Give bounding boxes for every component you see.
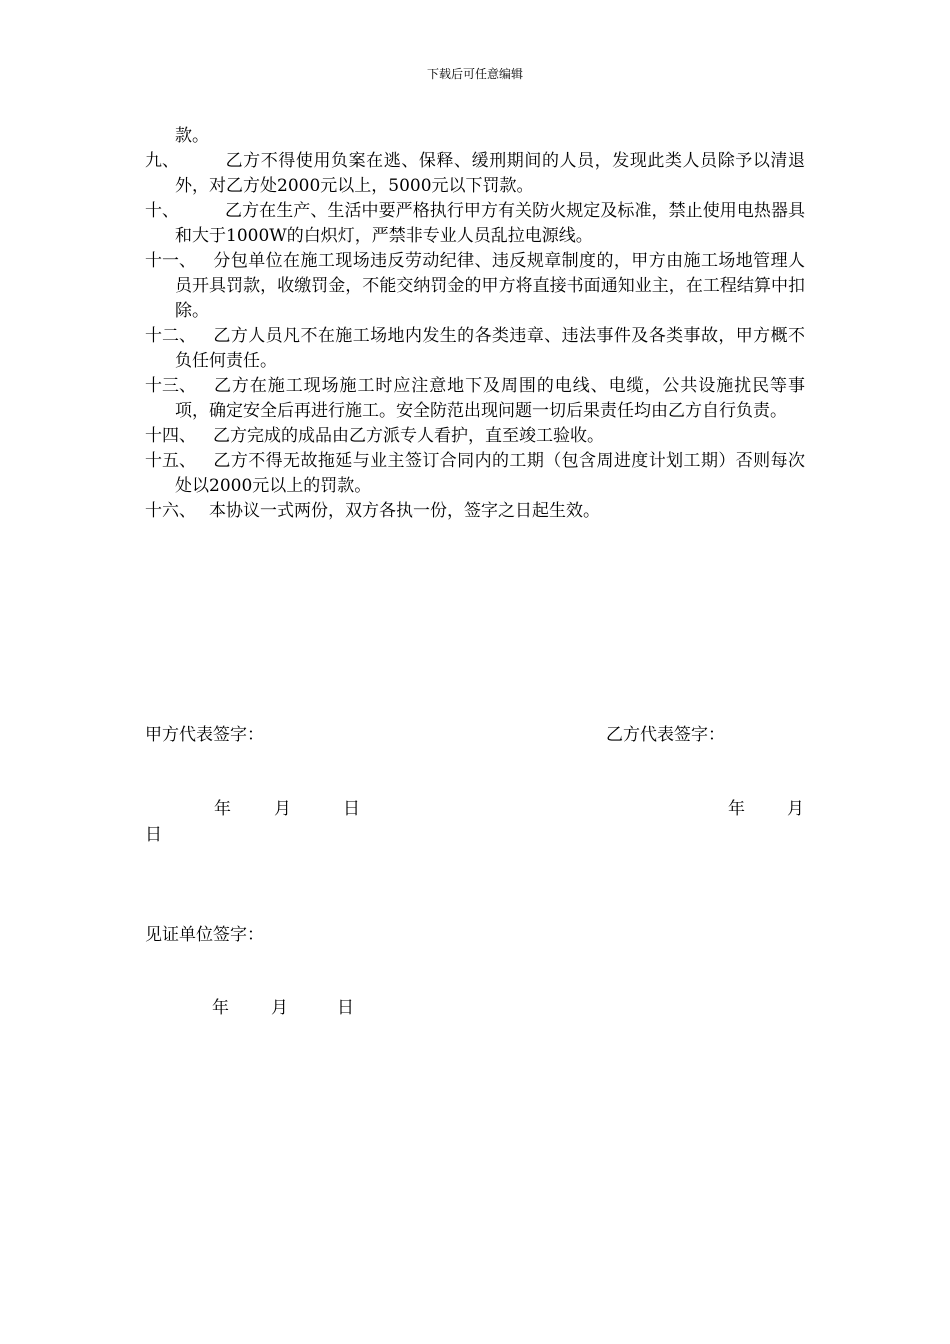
clause-body: 乙方完成的成品由乙方派专人看护，直至竣工验收。 xyxy=(213,426,604,446)
clause-item xyxy=(145,249,805,324)
party-a-year-label: 年 xyxy=(214,799,231,819)
clause-number: 十六、 xyxy=(145,501,196,521)
clause-text xyxy=(145,424,805,449)
witness-day-label: 日 xyxy=(337,998,354,1018)
clause-item xyxy=(145,424,805,449)
witness-month-label: 月 xyxy=(271,998,288,1018)
clause-number: 十三、 xyxy=(145,376,196,396)
party-b-month-label: 月 xyxy=(787,799,804,819)
clause-number: 十五、 xyxy=(145,451,196,471)
clause-body: 本协议一式两份，双方各执一份，签字之日起生效。 xyxy=(209,501,600,521)
party-b-day-label: 日 xyxy=(145,825,162,845)
party-b-year-label: 年 xyxy=(728,799,745,819)
clause-item xyxy=(145,499,805,524)
clause-body: 乙方不得无故拖延与业主签订合同内的工期（包含周进度计划工期）否则每次处以2000元以上的罚款。 xyxy=(175,451,805,496)
page-header: 下载后可任意编辑 xyxy=(426,67,523,81)
clause-number: 十四、 xyxy=(145,426,196,446)
witness-year-label: 年 xyxy=(212,998,229,1018)
clause-text xyxy=(145,199,805,249)
clause-list xyxy=(145,124,805,524)
clause-text xyxy=(145,149,805,199)
clause-item xyxy=(145,199,805,249)
clause-body: 乙方不得使用负案在逃、保释、缓刑期间的人员，发现此类人员除予以清退外，对乙方处2000元以上，5000元以下罚款。 xyxy=(175,151,805,196)
clause-body: 乙方在生产、生活中要严格执行甲方有关防火规定及标准，禁止使用电热器具和大于1000W的白炽灯，严禁非专业人员乱拉电源线。 xyxy=(175,201,805,246)
witness-signature-label: 见证单位签字： xyxy=(145,925,264,945)
clause-body: 分包单位在施工现场违反劳动纪律、违反规章制度的，甲方由施工场地管理人员开具罚款，收缴罚金，不能交纳罚金的甲方将直接书面通知业主，在工程结算中扣除。 xyxy=(175,251,805,321)
clause-text xyxy=(145,374,805,424)
clause-text xyxy=(145,449,805,499)
clause-item xyxy=(145,374,805,424)
clause-text xyxy=(145,324,805,374)
clause-body: 乙方在施工现场施工时应注意地下及周围的电线、电缆，公共设施扰民等事项，确定安全后再进行施工。安全防范出现问题一切后果责任均由乙方自行负责。 xyxy=(175,376,805,421)
clause-text xyxy=(145,499,805,524)
clause-number: 十一、 xyxy=(145,251,196,271)
clause-item xyxy=(145,149,805,199)
party-a-signature-label: 甲方代表签字： xyxy=(145,725,264,745)
party-b-signature-label: 乙方代表签字： xyxy=(606,725,725,745)
continued-text: 款。 xyxy=(175,126,209,146)
clause-item xyxy=(145,324,805,374)
clause-body: 乙方人员凡不在施工场地内发生的各类违章、违法事件及各类事故，甲方概不负任何责任。 xyxy=(175,326,805,371)
clause-number: 九、 xyxy=(145,151,179,171)
clause-item xyxy=(145,449,805,499)
party-a-day-label: 日 xyxy=(343,799,360,819)
clause-number: 十、 xyxy=(145,201,179,221)
clause-number: 十二、 xyxy=(145,326,196,346)
clause-text xyxy=(145,249,805,324)
clause-items xyxy=(145,149,805,524)
party-a-month-label: 月 xyxy=(274,799,291,819)
